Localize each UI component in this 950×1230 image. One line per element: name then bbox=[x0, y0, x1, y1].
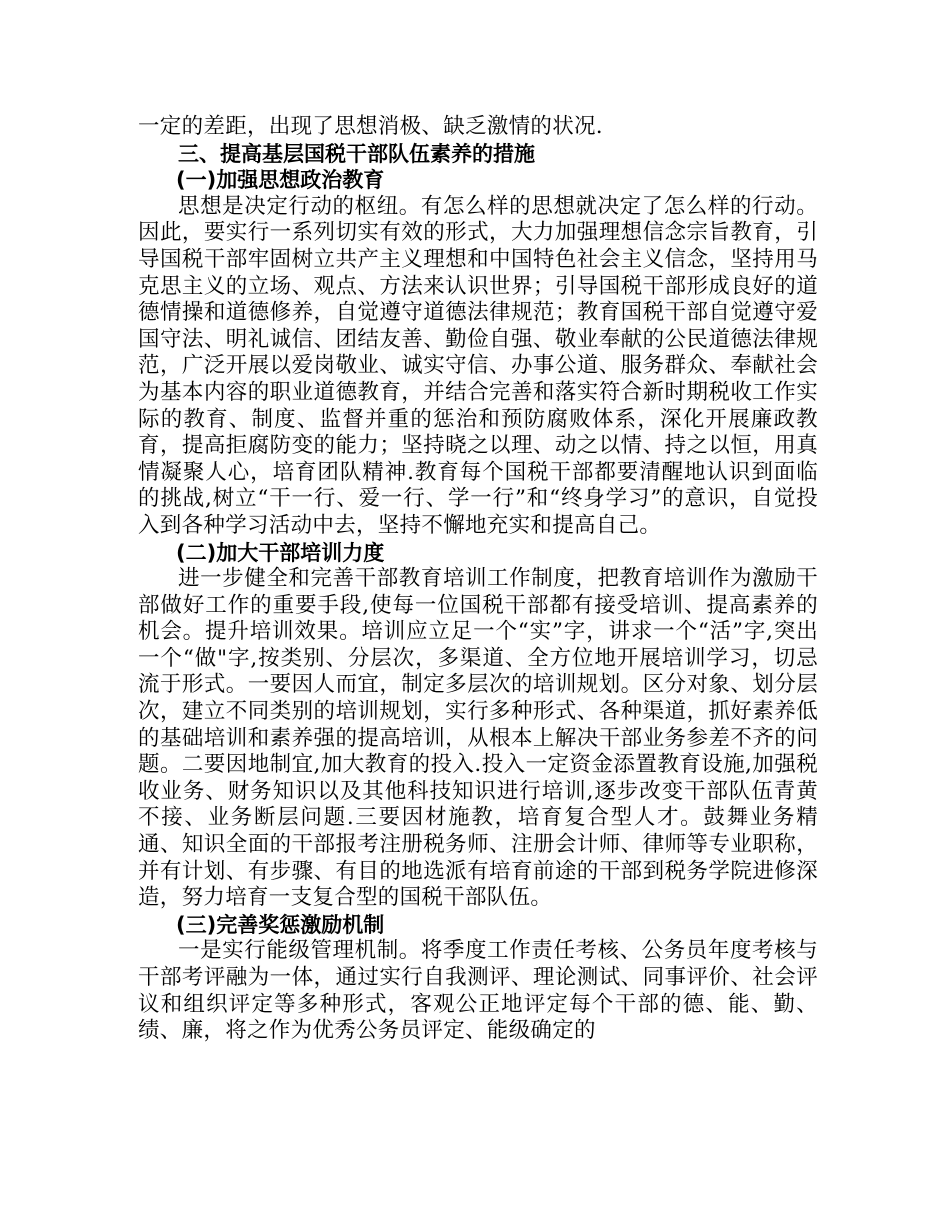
section-title: 三、提高基层国税干部队伍素养的措施 bbox=[178, 141, 535, 166]
subsection-1-body: 思想是决定行动的枢纽。有怎么样的思想就决定了怎么样的行动。因此，要实行一系列切实有效的形式，大力加强理想信念宗旨教育，引导国税干部牢固树立共产主义理想和中国特色社会主义信念，坚持用马克思主义的立场、观点、方法来认识世界；引导国税干部形成良好的道德情操和道德修养，自觉遵守道德法律规范；教育国税干部自觉遵守爱国守法、明礼诚信、团结友善、勤俭自强、敬业奉献的公民道德法律规范，广泛开展以爱岗敬业、诚实守信、办事公道、服务群众、奉献社会为基本内容的职业道德教育，并结合完善和落实符合新时期税收工作实际的教育、制度、监督并重的惩治和预防腐败体系，深化开展廉政教育，提高拒腐防变的能力；坚持晓之以理、动之以情、持之以恒，用真情凝聚人心，培育团队精神.教育每个国税干部都要清醒地认识到面临的挑战,树立“干一行、爱一行、学一行”和“终身学习”的意识，自觉投入到各种学习活动中去，坚持不懈地充实和提高自己。 bbox=[138, 193, 818, 538]
subsection-2-title: (二)加大干部培训力度 bbox=[176, 540, 385, 565]
lead-paragraph: 一定的差距，出现了思想消极、缺乏激情的状况. bbox=[138, 114, 603, 139]
subsection-1-title: (一)加强思想政治教育 bbox=[176, 168, 385, 193]
document-page bbox=[138, 114, 818, 1045]
subsection-2-body: 进一步健全和完善干部教育培训工作制度，把教育培训作为激励干部做好工作的重要手段,使每一位国税干部都有接受培训、提高素养的机会。提升培训效果。培训应立足一个“实”字，讲求一个“活”字,突出一个“做"字,按类别、分层次，多渠道、全方位地开展培训学习，切忌流于形式。一要因人而宜，制定多层次的培训规划。区分对象、划分层次，建立不同类别的培训规划，实行多种形式、各种渠道，抓好素养低的基础培训和素养强的提高培训，从根本上解决干部业务参差不齐的问题。二要因地制宜,加大教育的投入.投入一定资金添置教育设施,加强税收业务、财务知识以及其他科技知识进行培训,逐步改变干部队伍青黄不接、业务断层问题.三要因材施教，培育复合型人才。鼓舞业务精通、知识全面的干部报考注册税务师、注册会计师、律师等专业职称，并有计划、有步骤、有目的地选派有培育前途的干部到税务学院进修深造，努力培育一支复合型的国税干部队伍。 bbox=[138, 566, 818, 911]
subsection-3-body: 一是实行能级管理机制。将季度工作责任考核、公务员年度考核与干部考评融为一体，通过实行自我测评、理论测试、同事评价、社会评议和组织评定等多种形式，客观公正地评定每个干部的德、能、勤、绩、廉，将之作为优秀公务员评定、能级确定的 bbox=[138, 938, 818, 1044]
subsection-3-title: (三)完善奖惩激励机制 bbox=[176, 912, 385, 937]
